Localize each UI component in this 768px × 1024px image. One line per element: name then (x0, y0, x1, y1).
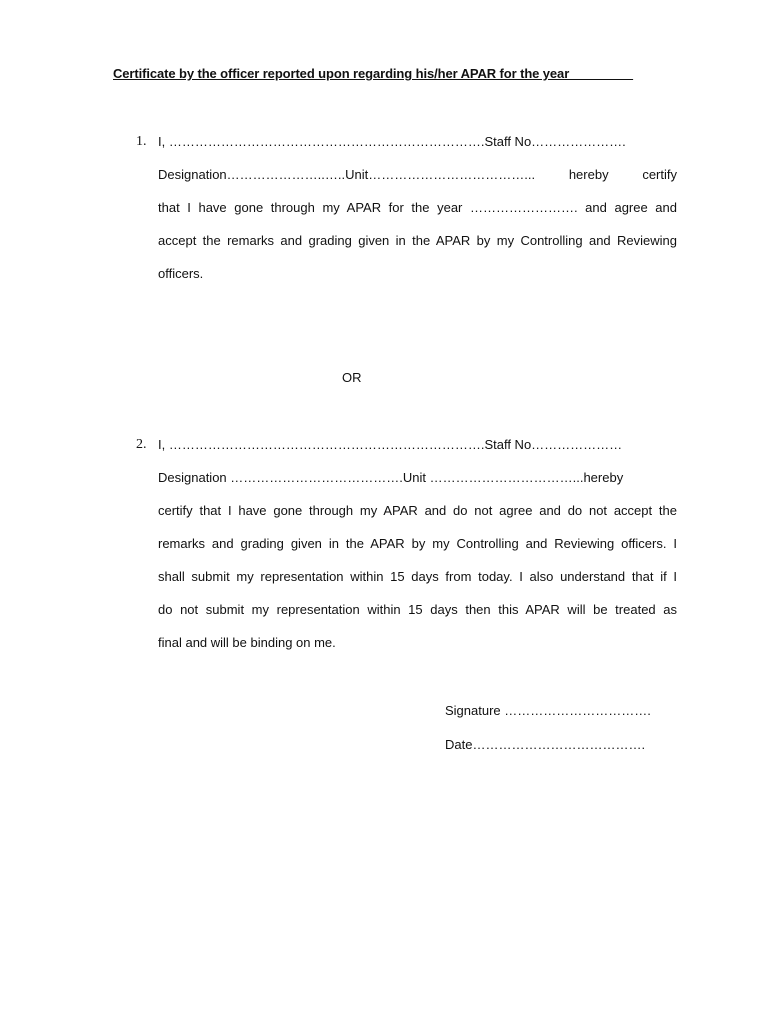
item-2-line-1: I, ……………………………………………………………….Staff No………………… (158, 437, 623, 452)
date-line: Date…………………………………. (445, 737, 646, 752)
item-1-line-1: I, ……………………………………………………………….Staff No…………………. (158, 134, 626, 149)
item-2-line-4: remarks and grading given in the APAR by my Controlling and Reviewing officers. I (158, 536, 677, 551)
item-2-line-6: do not submit my representation within 15 days then this APAR will be treated as (158, 602, 677, 617)
document-title: Certificate by the officer reported upon regarding his/her APAR for the year _ _ _ _ _ _ (113, 66, 633, 81)
item-2-line-5: shall submit my representation within 15 days from today. I also understand that if I (158, 569, 677, 584)
item-1-line-4: accept the remarks and grading given in the APAR by my Controlling and Reviewing (158, 233, 677, 248)
item-1-line-5: officers. (158, 266, 204, 281)
item-1-line-3: that I have gone through my APAR for the year ……………………. and agree and (158, 200, 677, 215)
item-number: 2. (136, 437, 147, 452)
item-number: 1. (136, 134, 147, 149)
or-separator: OR (342, 370, 362, 385)
item-1-line-2: Designation…………………..…..Unit………………………………... hereby certify (158, 167, 677, 182)
item-2-line-7: final and will be binding on me. (158, 635, 336, 650)
item-2-line-3: certify that I have gone through my APAR and do not agree and do not accept the (158, 503, 677, 518)
item-2-line-2: Designation ………………………………….Unit ……………………………...hereby (158, 470, 624, 485)
signature-line: Signature ……………………………. (445, 703, 651, 718)
